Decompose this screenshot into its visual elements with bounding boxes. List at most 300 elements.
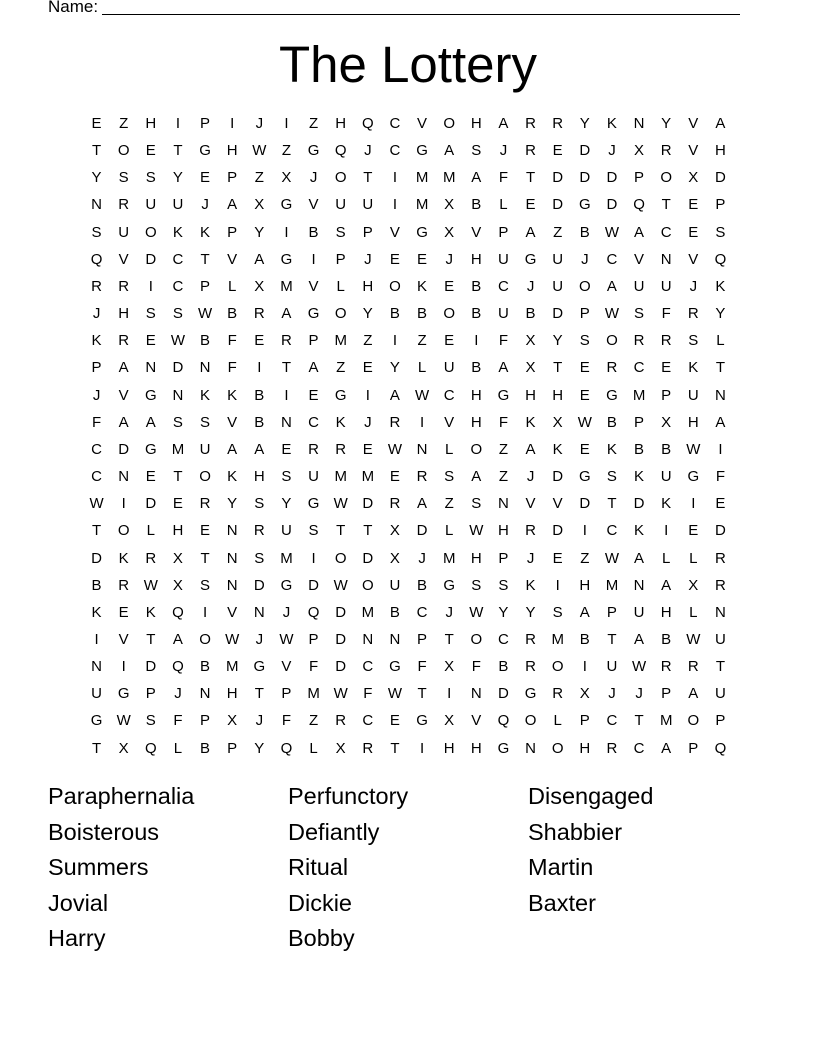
grid-letter: A [254,250,265,268]
grid-letter: N [633,115,645,132]
grid-letter: P [634,169,645,187]
grid-letter: U [552,250,564,268]
grid-letter: K [200,386,211,404]
grid-letter: J [445,250,453,268]
grid-letter: A [634,549,645,567]
grid-letter: X [444,658,455,676]
grid-letter: D [362,549,374,567]
grid-letter: S [254,549,265,567]
grid-letter: G [307,142,320,160]
grid-letter: C [389,115,401,132]
grid-letter: J [255,712,264,730]
grid-letter: L [173,739,183,757]
grid-letter: U [91,685,102,703]
grid-letter: X [525,359,536,377]
grid-letter: B [254,386,265,404]
grid-letter: D [552,468,564,486]
grid-letter: W [686,440,701,458]
grid-letter: B [471,359,482,377]
grid-letter: D [579,142,591,160]
grid-letter: J [689,277,698,295]
grid-letter: O [524,712,537,730]
grid-letter: H [226,685,238,703]
grid-letter: R [715,549,726,567]
grid-letter: O [578,277,591,295]
grid-letter: G [307,495,320,513]
grid-letter: S [444,468,455,486]
grid-letter: G [144,386,157,404]
grid-letter: K [172,223,183,241]
grid-letter: R [253,305,265,323]
grid-letter: Y [362,305,373,323]
grid-letter: S [634,305,645,323]
grid-letter: M [334,468,347,486]
grid-letter: V [634,250,645,268]
grid-letter: W [279,630,294,648]
grid-letter: A [525,223,536,241]
grid-letter: D [498,685,509,703]
grid-row [83,630,734,657]
grid-letter: U [199,440,211,458]
grid-letter: T [390,739,400,757]
grid-letter: V [688,142,699,160]
grid-letter: W [469,603,484,621]
grid-letter: D [145,658,157,676]
grid-letter: E [200,522,211,540]
grid-letter: J [92,305,101,323]
word-list-item: Baxter [528,889,596,916]
grid-letter: T [661,196,671,214]
grid-letter: Q [633,196,645,214]
grid-letter: I [718,440,723,458]
grid-letter: G [416,142,428,160]
grid-letter: Q [497,712,510,730]
grid-letter: Q [714,250,727,268]
grid-letter: P [661,386,672,404]
grid-letter: I [230,115,235,132]
grid-letter: F [715,468,726,486]
grid-letter: P [579,712,590,730]
grid-letter: B [308,223,319,241]
grid-letter: F [227,332,237,350]
grid-letter: E [145,468,156,486]
grid-letter: Q [90,250,103,268]
grid-letter: A [579,603,590,621]
grid-letter: T [200,549,210,567]
grid-letter: A [661,576,672,594]
grid-letter: M [605,576,619,594]
grid-letter: O [199,630,211,648]
word-list-item: Harry [48,925,106,951]
grid-letter: P [281,685,292,703]
grid-letter: R [525,115,536,132]
grid-letter: M [307,685,320,703]
grid-letter: J [581,250,589,268]
grid-letter: N [470,685,482,703]
grid-letter: C [606,522,618,540]
grid-letter: M [280,277,293,295]
grid-letter: Y [552,332,563,350]
grid-letter: I [311,250,316,268]
grid-row [83,386,734,413]
grid-letter: J [526,468,535,486]
grid-letter: N [199,359,211,377]
grid-letter: X [172,576,183,594]
grid-letter: Q [172,658,184,676]
grid-letter: B [661,440,672,458]
grid-letter: I [121,495,126,513]
grid-letter: F [308,658,319,676]
grid-letter: N [226,576,238,594]
grid-letter: A [471,169,482,187]
grid-row [83,168,734,195]
word-list-item: Boisterous [48,818,160,845]
grid-letter: E [254,332,265,350]
grid-letter: A [118,359,129,377]
grid-letter: S [118,169,129,187]
grid-letter: O [687,712,700,730]
grid-row [83,195,734,222]
grid-letter: T [254,685,264,703]
grid-letter: U [145,196,157,214]
grid-letter: Z [498,468,509,486]
grid-letter: R [633,332,645,350]
word-search-grid [83,114,734,766]
grid-letter: Y [91,169,102,187]
grid-letter: C [416,603,428,621]
grid-letter: L [146,522,155,540]
grid-letter: G [497,739,510,757]
grid-letter: P [579,305,590,323]
grid-letter: M [659,712,673,730]
grid-letter: I [582,658,587,676]
grid-letter: D [362,495,374,513]
grid-letter: W [333,576,348,594]
grid-letter: B [389,603,400,621]
grid-letter: G [144,440,157,458]
grid-letter: R [525,630,536,648]
grid-letter: G [389,658,401,676]
grid-letter: F [173,712,183,730]
grid-letter: G [280,196,293,214]
grid-letter: A [715,115,726,132]
grid-letter: Q [714,739,727,757]
grid-letter: U [606,658,618,676]
grid-letter: I [392,169,398,187]
grid-letter: Z [580,549,590,567]
grid-letter: E [172,495,183,513]
grid-letter: I [582,522,587,540]
grid-letter: W [333,685,348,703]
grid-letter: B [389,305,400,323]
grid-letter: B [498,658,509,676]
grid-row [83,521,734,548]
grid-letter: P [227,223,238,241]
grid-letter: C [91,440,102,458]
grid-letter: F [498,332,509,350]
grid-letter: G [524,685,537,703]
grid-letter: O [470,440,483,458]
grid-letter: Y [389,359,400,377]
grid-letter: U [308,468,319,486]
grid-letter: X [335,739,346,757]
grid-letter: Q [280,739,293,757]
grid-letter: T [200,250,210,268]
grid-letter: N [172,386,184,404]
grid-letter: F [281,712,292,730]
grid-letter: V [525,495,536,513]
grid-letter: L [662,549,671,567]
grid-letter: F [227,359,237,377]
grid-letter: X [525,332,536,350]
grid-letter: T [91,739,102,757]
grid-letter: H [443,739,455,757]
grid-letter: G [253,658,266,676]
grid-letter: D [715,169,726,187]
grid-letter: Q [172,603,184,621]
grid-letter: P [200,115,211,132]
grid-letter: E [552,142,563,160]
grid-letter: H [552,386,564,404]
grid-letter: A [498,359,509,377]
grid-letter: R [606,739,618,757]
grid-letter: Z [444,495,454,513]
grid-letter: N [91,658,102,676]
grid-letter: Q [361,115,374,132]
grid-letter: S [145,305,156,323]
grid-letter: B [661,630,672,648]
grid-letter: V [471,223,482,241]
grid-letter: D [118,440,130,458]
grid-letter: P [417,630,428,648]
grid-row [83,494,734,521]
grid-letter: K [661,495,672,513]
grid-letter: W [604,305,620,323]
grid-letter: A [308,359,319,377]
grid-letter: Q [144,739,157,757]
grid-letter: I [284,223,289,241]
grid-letter: D [552,522,564,540]
grid-letter: E [579,386,590,404]
grid-letter: M [361,603,375,621]
grid-letter: E [579,359,590,377]
grid-letter: P [362,223,373,241]
grid-letter: D [552,196,564,214]
grid-letter: B [525,305,536,323]
grid-letter: Y [661,115,672,132]
grid-letter: P [498,549,509,567]
grid-letter: V [227,413,238,431]
grid-row [83,331,734,358]
grid-letter: G [307,305,320,323]
grid-letter: I [284,115,289,132]
grid-letter: E [281,440,292,458]
grid-letter: P [606,603,617,621]
grid-letter: X [172,549,183,567]
grid-letter: N [226,522,238,540]
grid-letter: P [498,223,509,241]
grid-letter: R [660,658,672,676]
grid-letter: R [118,196,130,214]
grid-row [83,358,734,385]
grid-letter: N [715,386,726,404]
grid-letter: Z [498,440,509,458]
grid-letter: M [551,630,564,648]
grid-letter: L [689,603,698,621]
grid-letter: W [197,305,213,323]
grid-row [83,250,734,277]
grid-letter: N [199,685,211,703]
grid-letter: T [607,495,617,513]
grid-letter: O [470,630,483,648]
grid-letter: A [634,223,645,241]
grid-letter: T [634,712,644,730]
grid-letter: O [443,115,456,132]
name-field-row [48,0,740,17]
grid-letter: N [226,549,238,567]
grid-letter: V [308,196,319,214]
grid-letter: A [606,277,617,295]
grid-letter: H [579,739,591,757]
grid-letter: R [118,277,130,295]
grid-letter: S [91,223,102,241]
grid-letter: D [335,603,347,621]
grid-letter: X [389,522,400,540]
grid-letter: T [715,359,726,377]
grid-letter: C [362,712,374,730]
grid-letter: G [416,712,428,730]
grid-letter: B [634,440,645,458]
grid-letter: H [470,386,482,404]
grid-letter: G [199,142,211,160]
grid-letter: I [419,413,425,431]
word-list [48,780,768,958]
grid-letter: O [117,522,130,540]
grid-letter: X [254,196,265,214]
grid-letter: G [687,468,700,486]
grid-letter: E [118,603,129,621]
grid-letter: L [689,549,698,567]
grid-letter: X [634,142,645,160]
grid-letter: E [552,549,563,567]
grid-letter: O [334,549,347,567]
grid-letter: S [308,522,319,540]
grid-letter: U [118,223,130,241]
grid-letter: B [200,332,211,350]
grid-row [83,277,734,304]
grid-row [83,576,734,603]
grid-letter: G [524,250,537,268]
grid-letter: D [145,495,157,513]
grid-letter: T [553,359,563,377]
grid-letter: L [336,277,345,295]
grid-letter: T [336,522,346,540]
grid-letter: U [362,196,374,214]
grid-letter: D [579,495,591,513]
grid-letter: C [443,386,455,404]
grid-letter: E [308,386,319,404]
grid-letter: A [389,386,400,404]
grid-letter: M [334,332,347,350]
grid-letter: R [308,440,319,458]
grid-letter: C [362,658,374,676]
grid-letter: D [579,169,591,187]
grid-letter: W [604,223,620,241]
grid-letter: E [525,196,536,214]
grid-letter: D [552,305,564,323]
grid-letter: F [363,685,373,703]
grid-letter: K [634,522,645,540]
grid-letter: F [471,658,481,676]
grid-letter: S [172,305,183,323]
grid-letter: I [664,522,669,540]
grid-letter: I [447,685,452,703]
grid-letter: P [145,685,156,703]
grid-letter: X [118,739,129,757]
grid-letter: S [254,495,265,513]
grid-letter: J [364,413,372,431]
grid-letter: S [200,576,211,594]
grid-letter: E [688,522,699,540]
grid-row [83,549,734,576]
grid-letter: V [227,603,238,621]
grid-letter: E [444,277,455,295]
grid-letter: P [634,413,645,431]
grid-letter: E [444,332,455,350]
grid-letter: W [631,658,647,676]
grid-letter: O [606,332,618,350]
grid-letter: W [387,685,403,703]
grid-letter: G [416,223,428,241]
grid-letter: A [281,305,292,323]
grid-letter: U [633,277,645,295]
grid-row [83,467,734,494]
grid-letter: M [415,196,429,214]
grid-letter: B [606,413,617,431]
grid-letter: P [227,739,238,757]
grid-letter: G [117,685,130,703]
grid-letter: H [226,142,238,160]
grid-letter: I [284,386,289,404]
grid-letter: D [172,359,184,377]
grid-letter: B [200,739,211,757]
grid-letter: U [281,522,292,540]
grid-letter: S [281,468,292,486]
grid-letter: J [201,196,209,214]
word-list-row [48,816,768,852]
grid-letter: H [470,549,482,567]
grid-letter: E [661,359,672,377]
grid-letter: R [253,522,265,540]
grid-letter: E [362,440,373,458]
grid-letter: H [335,115,347,132]
grid-letter: N [389,630,401,648]
grid-letter: K [525,576,536,594]
grid-letter: R [525,522,536,540]
grid-letter: P [200,277,211,295]
grid-letter: P [308,630,319,648]
grid-letter: I [392,196,398,214]
grid-letter: R [552,115,564,132]
grid-letter: V [471,712,482,730]
grid-letter: V [281,658,292,676]
grid-letter: G [334,386,347,404]
grid-letter: H [470,250,482,268]
grid-letter: D [91,549,102,567]
grid-letter: J [92,386,101,404]
grid-letter: W [604,549,620,567]
grid-letter: U [660,277,672,295]
